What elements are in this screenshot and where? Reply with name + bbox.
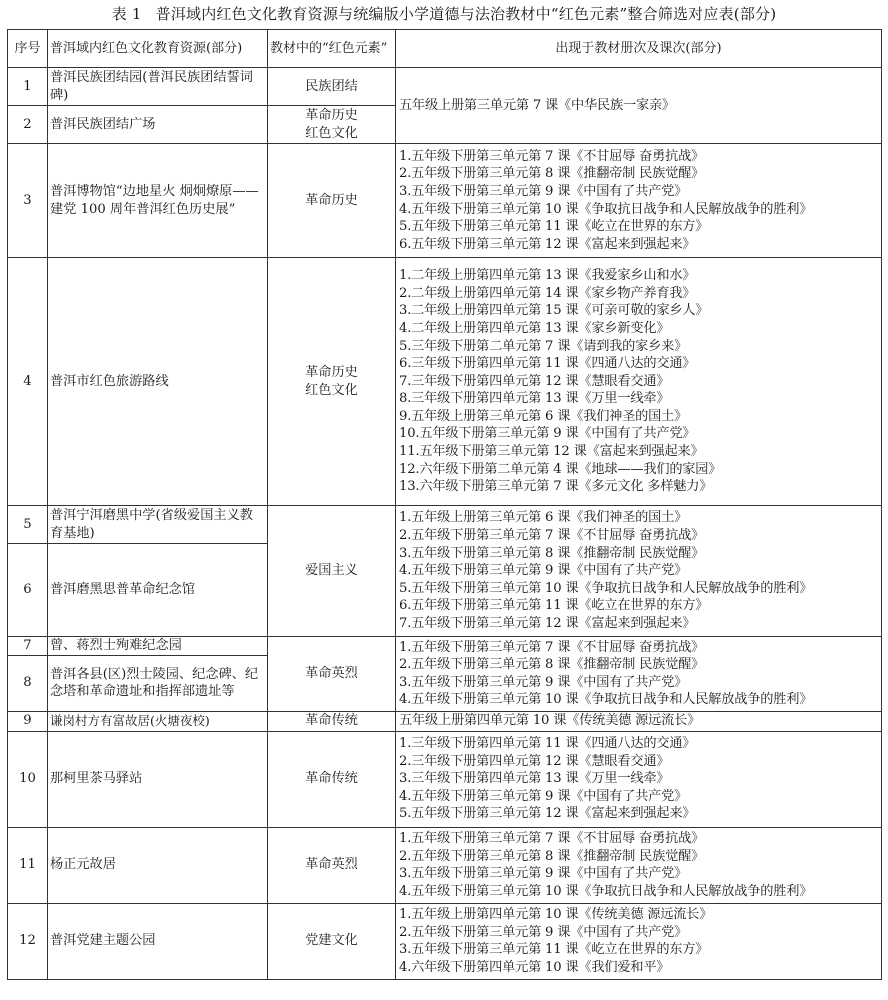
- courses-cell: [396, 258, 882, 506]
- header-courses: 出现于教材册次及课次(部分): [396, 30, 882, 68]
- table-row: [8, 68, 882, 106]
- course-item: 11.五年级下册第三单元第 12 课《富起来到强起来》: [399, 444, 704, 460]
- course-item: 2.五年级下册第三单元第 9 课《中国有了共产党》: [399, 924, 688, 940]
- course-item: 1.五年级上册第三单元第 6 课《我们神圣的国土》: [399, 510, 688, 526]
- element-cell: 革命历史: [268, 144, 396, 258]
- course-item: 7.五年级下册第三单元第 12 课《富起来到强起来》: [399, 615, 696, 631]
- course-item: 1.五年级下册第三单元第 7 课《不甘屈辱 奋勇抗战》: [399, 830, 705, 846]
- table-number: 表 1: [111, 5, 142, 23]
- course-item: 3.五年级下册第三单元第 9 课《中国有了共产党》: [399, 674, 688, 690]
- table-caption: [0, 4, 888, 24]
- course-item: 4.五年级下册第三单元第 10 课《争取抗日战争和人民解放战争的胜利》: [399, 692, 813, 708]
- row-number: 9: [8, 711, 48, 731]
- course-item: 10.五年级下册第三单元第 9 课《中国有了共产党》: [399, 426, 696, 442]
- course-item: 13.六年级下册第三单元第 7 课《多元文化 多样魅力》: [399, 479, 713, 495]
- row-number: 1: [8, 68, 48, 106]
- row-number: 10: [8, 731, 48, 827]
- course-item: 4.五年级下册第三单元第 9 课《中国有了共产党》: [399, 563, 688, 579]
- row-number: 2: [8, 106, 48, 144]
- course-item: 2.二年级上册第四单元第 14 课《家乡物产养育我》: [399, 285, 696, 301]
- course-item: 4.二年级上册第四单元第 13 课《家乡新变化》: [399, 320, 670, 336]
- row-number: 4: [8, 258, 48, 506]
- element-cell: 革命英烈: [268, 827, 396, 903]
- course-item: 3.五年级下册第三单元第 11 课《屹立在世界的东方》: [399, 942, 709, 958]
- resource-cell: 杨正元故居: [48, 827, 268, 903]
- course-item: 7.三年级下册第四单元第 12 课《慧眼看交通》: [399, 373, 670, 389]
- courses-cell: [396, 144, 882, 258]
- courses-cell: [396, 903, 882, 979]
- course-item: 5.五年级下册第三单元第 11 课《屹立在世界的东方》: [399, 219, 709, 235]
- table-row: [8, 827, 882, 903]
- courses-cell: [396, 731, 882, 827]
- course-item: 3.三年级下册第四单元第 13 课《万里一线牵》: [399, 771, 670, 787]
- element-cell: 革命历史 红色文化: [268, 106, 396, 144]
- course-item: 6.五年级下册第三单元第 12 课《富起来到强起来》: [399, 236, 696, 252]
- resource-cell: 普洱博物馆“边地星火 炯炯燎原——建党 100 周年普洱红色历史展”: [48, 144, 268, 258]
- element-cell: 革命传统: [268, 731, 396, 827]
- resource-correspondence-table: [7, 29, 882, 980]
- resource-cell: 普洱党建主题公园: [48, 903, 268, 979]
- courses-cell: [396, 637, 882, 712]
- courses-cell: [396, 506, 882, 637]
- element-cell: 革命英烈: [268, 637, 396, 712]
- course-item: 1.五年级下册第三单元第 7 课《不甘屈辱 奋勇抗战》: [399, 639, 705, 655]
- course-item: 3.二年级上册第四单元第 15 课《可亲可敬的家乡人》: [399, 303, 709, 319]
- course-item: 1.五年级上册第四单元第 10 课《传统美德 源远流长》: [399, 906, 713, 922]
- course-item: 4.六年级下册第四单元第 10 课《我们爱和平》: [399, 959, 670, 975]
- header-num: 序号: [8, 30, 48, 68]
- course-item: 2.五年级下册第三单元第 8 课《推翻帝制 民族觉醒》: [399, 166, 705, 182]
- resource-cell: 普洱民族团结广场: [48, 106, 268, 144]
- header-resource: 普洱域内红色文化教育资源(部分): [48, 30, 268, 68]
- course-item: 2.三年级下册第四单元第 12 课《慧眼看交通》: [399, 753, 670, 769]
- table-row: [8, 258, 882, 506]
- course-item: 1.五年级下册第三单元第 7 课《不甘屈辱 奋勇抗战》: [399, 148, 705, 164]
- course-item: 4.五年级下册第三单元第 10 课《争取抗日战争和人民解放战争的胜利》: [399, 883, 813, 899]
- courses-cell: [396, 827, 882, 903]
- course-item: 2.五年级下册第三单元第 8 课《推翻帝制 民族觉醒》: [399, 848, 705, 864]
- course-item: 2.五年级下册第三单元第 7 课《不甘屈辱 奋勇抗战》: [399, 528, 705, 544]
- resource-cell: 曾、蒋烈士殉难纪念园: [48, 637, 268, 656]
- course-item: 8.三年级下册第四单元第 13 课《万里一线牵》: [399, 391, 670, 407]
- course-item: 1.二年级上册第四单元第 13 课《我爱家乡山和水》: [399, 268, 696, 284]
- resource-cell: 普洱民族团结园(普洱民族团结誓词碑): [48, 68, 268, 106]
- courses-cell: [396, 68, 882, 144]
- table-row: [8, 731, 882, 827]
- resource-cell: 那柯里茶马驿站: [48, 731, 268, 827]
- row-number: 8: [8, 655, 48, 711]
- header-row: [8, 30, 882, 68]
- element-cell: 革命传统: [268, 711, 396, 731]
- table-row: [8, 637, 882, 656]
- table-row: [8, 903, 882, 979]
- header-element: 教材中的“红色元素”: [268, 30, 396, 68]
- element-cell: 民族团结: [268, 68, 396, 106]
- course-item: 5.三年级下册第二单元第 7 课《请到我的家乡来》: [399, 338, 688, 354]
- course-item: 4.五年级下册第三单元第 9 课《中国有了共产党》: [399, 788, 688, 804]
- course-item: 6.三年级下册第四单元第 11 课《四通八达的交通》: [399, 356, 696, 372]
- course-item: 9.五年级上册第三单元第 6 课《我们神圣的国土》: [399, 408, 688, 424]
- row-number: 3: [8, 144, 48, 258]
- course-item: 12.六年级下册第二单元第 4 课《地球——我们的家园》: [399, 461, 722, 477]
- resource-cell: 普洱各县(区)烈士陵园、纪念碑、纪念塔和革命遗址和指挥部遗址等: [48, 655, 268, 711]
- element-cell: 革命历史 红色文化: [268, 258, 396, 506]
- table-row: [8, 506, 882, 544]
- course-item: 2.五年级下册第三单元第 8 课《推翻帝制 民族觉醒》: [399, 657, 705, 673]
- resource-cell: 普洱宁洱磨黑中学(省级爱国主义教育基地): [48, 506, 268, 544]
- element-cell: 爱国主义: [268, 506, 396, 637]
- course-item: 3.五年级下册第三单元第 8 课《推翻帝制 民族觉醒》: [399, 545, 705, 561]
- row-number: 7: [8, 637, 48, 656]
- table-row: [8, 144, 882, 258]
- resource-cell: 谦岗村方有富故居(火塘夜校): [48, 711, 268, 731]
- course-item: 5.五年级下册第三单元第 12 课《富起来到强起来》: [399, 806, 696, 822]
- table-title: 普洱域内红色文化教育资源与统编版小学道德与法治教材中“红色元素”整合筛选对应表(部分): [155, 5, 777, 23]
- resource-cell: 普洱市红色旅游路线: [48, 258, 268, 506]
- row-number: 5: [8, 506, 48, 544]
- row-number: 12: [8, 903, 48, 979]
- course-item: 五年级上册第三单元第 7 课《中华民族一家亲》: [399, 97, 675, 113]
- courses-cell: [396, 711, 882, 731]
- course-item: 4.五年级下册第三单元第 10 课《争取抗日战争和人民解放战争的胜利》: [399, 201, 813, 217]
- course-item: 5.五年级下册第三单元第 10 课《争取抗日战争和人民解放战争的胜利》: [399, 580, 813, 596]
- table-row: [8, 711, 882, 731]
- resource-cell: 普洱磨黑思普革命纪念馆: [48, 544, 268, 637]
- course-item: 3.五年级下册第三单元第 9 课《中国有了共产党》: [399, 866, 688, 882]
- course-item: 3.五年级下册第三单元第 9 课《中国有了共产党》: [399, 183, 688, 199]
- row-number: 6: [8, 544, 48, 637]
- course-item: 五年级上册第四单元第 10 课《传统美德 源远流长》: [399, 713, 701, 729]
- course-item: 6.五年级下册第三单元第 11 课《屹立在世界的东方》: [399, 598, 709, 614]
- element-cell: 党建文化: [268, 903, 396, 979]
- course-item: 1.三年级下册第四单元第 11 课《四通八达的交通》: [399, 736, 696, 752]
- row-number: 11: [8, 827, 48, 903]
